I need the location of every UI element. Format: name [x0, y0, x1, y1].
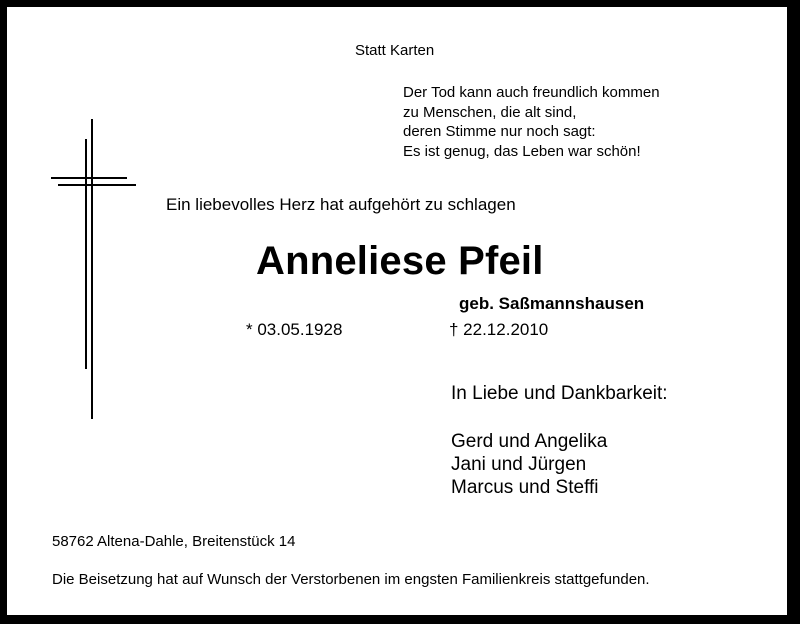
poem-line: zu Menschen, die alt sind,	[403, 103, 577, 121]
poem-line: Es ist genug, das Leben war schön!	[403, 142, 641, 160]
cross-horizontal-line	[51, 177, 127, 179]
mourner-name: Jani und Jürgen	[451, 454, 587, 475]
burial-note: Die Beisetzung hat auf Wunsch der Verstorbenen im engsten Familienkreis stattgefunden.	[52, 571, 650, 588]
mourner-name: Marcus und Steffi	[451, 477, 599, 498]
mourners-list	[451, 430, 607, 499]
cross-vertical-line	[85, 139, 87, 369]
poem-line: Der Tod kann auch freundlich kommen	[403, 84, 660, 101]
mourners-heading: In Liebe und Dankbarkeit:	[451, 383, 668, 404]
poem	[403, 83, 660, 161]
poem-line: deren Stimme nur noch sagt:	[403, 123, 596, 140]
cross-horizontal-line	[58, 184, 136, 186]
address: 58762 Altena-Dahle, Breitenstück 14	[52, 533, 296, 550]
heart-line: Ein liebevolles Herz hat aufgehört zu schlagen	[166, 195, 516, 214]
obituary-card	[7, 7, 787, 615]
deceased-name: Anneliese Pfeil	[256, 239, 544, 283]
statt-karten-label: Statt Karten	[355, 42, 435, 59]
death-date: † 22.12.2010	[449, 320, 549, 339]
mourner-name: Gerd und Angelika	[451, 431, 608, 452]
birth-date: * 03.05.1928	[246, 320, 343, 339]
maiden-name: geb. Saßmannshausen	[459, 294, 645, 313]
cross-vertical-line	[91, 119, 93, 419]
